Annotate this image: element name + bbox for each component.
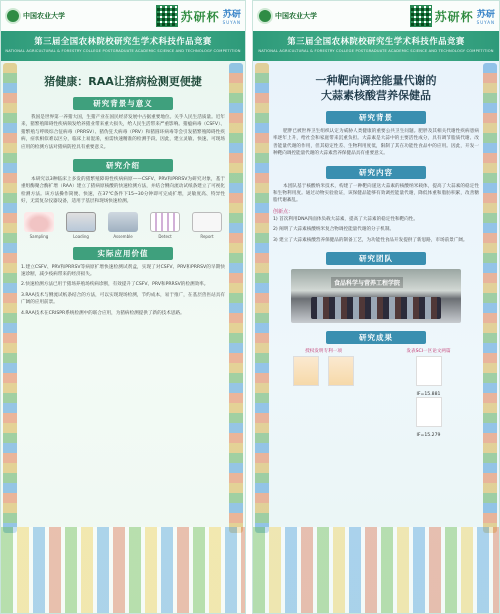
decorative-border-right (229, 63, 243, 533)
paper-image (416, 397, 442, 427)
logo-bar (1, 1, 245, 31)
right-poster (252, 0, 500, 614)
banner-subtitle: NATIONAL AGRICULTURAL & FORESTRY COLLEGE POSTGRADUATE ACADEMIC SCIENCE AND TECHNOLOGY COMPETITION (258, 49, 494, 53)
impact-factor: IF=15.881 (416, 392, 441, 398)
patent-caption: 授权发明专利一项 (305, 349, 342, 355)
university-logo (5, 8, 65, 24)
left-poster (0, 0, 246, 614)
poster-title-line: 一种靶向调控能量代谢的 (315, 74, 437, 87)
competition-banner (253, 31, 499, 61)
application-item: 2.快速检测方法已用于猪场养殖场疾病诊断，有效提升了CSFV、PRV和PRRSV的检测效率。 (21, 282, 209, 288)
team-members (311, 297, 441, 319)
pig-icon (24, 212, 54, 232)
workflow-step-loading: Loading (63, 212, 99, 239)
results-panel (273, 348, 479, 438)
right-content (273, 65, 479, 438)
section-heading-introduction: 研究介绍 (73, 159, 173, 172)
workflow-step-assemble: Assemble (105, 212, 141, 239)
banner-subtitle: NATIONAL AGRICULTURAL & FORESTRY COLLEGE POSTGRADUATE ACADEMIC SCIENCE AND TECHNOLOGY COMPETITION (5, 49, 241, 53)
workflow-diagram (21, 212, 225, 239)
decorative-border-right (483, 63, 497, 533)
banner-title: 第三届全国农林院校研究生学术科技作品竞赛 (34, 36, 212, 46)
section-heading-application: 实际应用价值 (73, 247, 173, 260)
left-content (21, 65, 225, 320)
paper-image (416, 356, 442, 386)
application-item: 3.RAA技术与侧流试纸条结合的方法，可以实现现场检测，节约成本，易于推广，在基层兽医站具有广阔的应用前景。 (21, 292, 225, 306)
university-seal-icon (5, 8, 21, 24)
innovation-item: 3) 建立了大蒜素核酸营养保健品的制备工艺，为功能性食品开发提供了新思路，市场前景广阔。 (273, 237, 468, 243)
workflow-step-sampling: Sampling (21, 212, 57, 239)
brand-name: 苏研杯 (434, 9, 474, 24)
certificate-image (328, 356, 354, 386)
paper-caption: 发表SCI一区论文两篇 (406, 349, 451, 355)
qr-code-icon (410, 5, 432, 27)
patent-result (273, 348, 374, 438)
certificate-image (293, 356, 319, 386)
device-icon (108, 212, 138, 232)
application-item: 4.RAA技术在CRISPR系统检测中的联合应用，为猪病检测提供了新的技术思路。 (21, 310, 185, 316)
test-strip-icon (150, 212, 180, 232)
poster-title: 猪健康：RAA让猪病检测更便捷 (44, 75, 202, 88)
workflow-step-report: Report (189, 212, 225, 239)
innovation-item: 1) 首次利用DNA四面体负载大蒜素，提高了大蒜素的稳定性和靶向性。 (273, 216, 418, 222)
competition-brand (410, 5, 495, 27)
logo-bar (253, 1, 499, 31)
decorative-border-left (3, 63, 17, 533)
tube-icon (66, 212, 96, 232)
building-sign: 食品科学与营养工程学院 (331, 277, 403, 288)
brand-name: 苏研杯 (180, 9, 220, 24)
introduction-paragraph: 本研究以3种临床上多发的猪繁殖障碍性疾病病原——CSFV、PRV和PRRSV为研究对象，基于重组酶聚合酶扩增（RAA）建立了猪病原核酸的快速检测方法，并结合侧向流动试纸条建立了可视化检测方法。该方法操作简便、快速，在37℃条件下15~30分钟即可完成扩增，灵敏度高、特异性好，无需复杂仪器设备，适用于基层和现场快速检测。 (21, 177, 225, 205)
innovation-item: 2) 阐明了大蒜素核酸纳米复合物调控能量代谢的分子机制。 (273, 227, 395, 233)
decorative-footer (1, 527, 245, 613)
poster-title (273, 73, 479, 103)
university-name: 中国农业大学 (275, 12, 317, 20)
banner-title: 第三届全国农林院校研究生学术科技作品竞赛 (287, 36, 465, 46)
decorative-border-left (255, 63, 269, 533)
content-paragraph: 本团队基于核酸纳米技术，构建了一种靶向递送大蒜素的核酸纳米载体，提高了大蒜素的稳定性和生物利用度。通过动物实验验证，该保健品能够有效调控能量代谢，降低体重和脂肪积累，改善糖脂代谢紊乱。 (273, 183, 479, 204)
section-heading-results: 研究成果 (326, 331, 426, 344)
qr-code-icon (156, 5, 178, 27)
team-photo (291, 269, 461, 323)
decorative-footer (253, 527, 499, 613)
university-seal-icon (257, 8, 273, 24)
application-item: 1.建立CSFV、PRV和PRRSV等病原扩增快速检测试剂盒，实现了对CSFV、PRV和PRRSV的早期快速诊断，减少疫病带来的经济损失。 (21, 264, 225, 278)
report-icon (192, 212, 222, 232)
section-heading-background: 研究背景 (326, 111, 426, 124)
paper-result (378, 348, 479, 438)
competition-brand (156, 5, 241, 27)
section-heading-team: 研究团队 (326, 252, 426, 265)
suyan-logo: 苏研 SUYAN (222, 10, 241, 25)
background-paragraph: 肥胖已被世界卫生组织认定为威胁人类健康的重要公共卫生问题。肥胖及其相关代谢性疾病患病率逐年上升，给社会和家庭带来沉重负担。大蒜素是大蒜中的主要活性成分，具有调节脂质代谢、改善能量代谢的作用，但其稳定性差、生物利用度低，限制了其在功能性食品中的应用。因此，开发一种靶向调控能量代谢的大蒜素营养保健品具有重要意义。 (273, 129, 479, 157)
competition-banner (1, 31, 245, 61)
university-name: 中国农业大学 (23, 12, 65, 20)
university-logo (257, 8, 317, 24)
background-paragraph: 我国是世界第一养猪大国，生猪产业在国民经济发展中占据重要地位。关乎人民生活质量。近年来，猪繁殖障碍性疾病频发给养猪业带来重大损失，给人民生活带来严重影响。猪瘟病毒（CSFV）、猪繁殖与呼吸综合征病毒（PRRSV）、猪伪狂犬病毒（PRV）和猪圆环病毒等会引发猪繁殖障碍性疾病，症状相似难以区分，临床上易混淆，亟需快速精准的检测手段。因此，建立灵敏、快速、可现场应用的检测方法对猪病防控具有重要意义。 (21, 115, 225, 150)
impact-factor: IF=15.279 (416, 433, 441, 439)
workflow-step-detect: Detect (147, 212, 183, 239)
suyan-logo: 苏研 SUYAN (476, 10, 495, 25)
poster-title-line: 大蒜素核酸营养保健品 (321, 89, 431, 102)
section-heading-content: 研究内容 (326, 166, 426, 179)
innovation-heading: 创新点： (273, 208, 294, 215)
section-heading-background: 研究背景与意义 (73, 97, 173, 110)
